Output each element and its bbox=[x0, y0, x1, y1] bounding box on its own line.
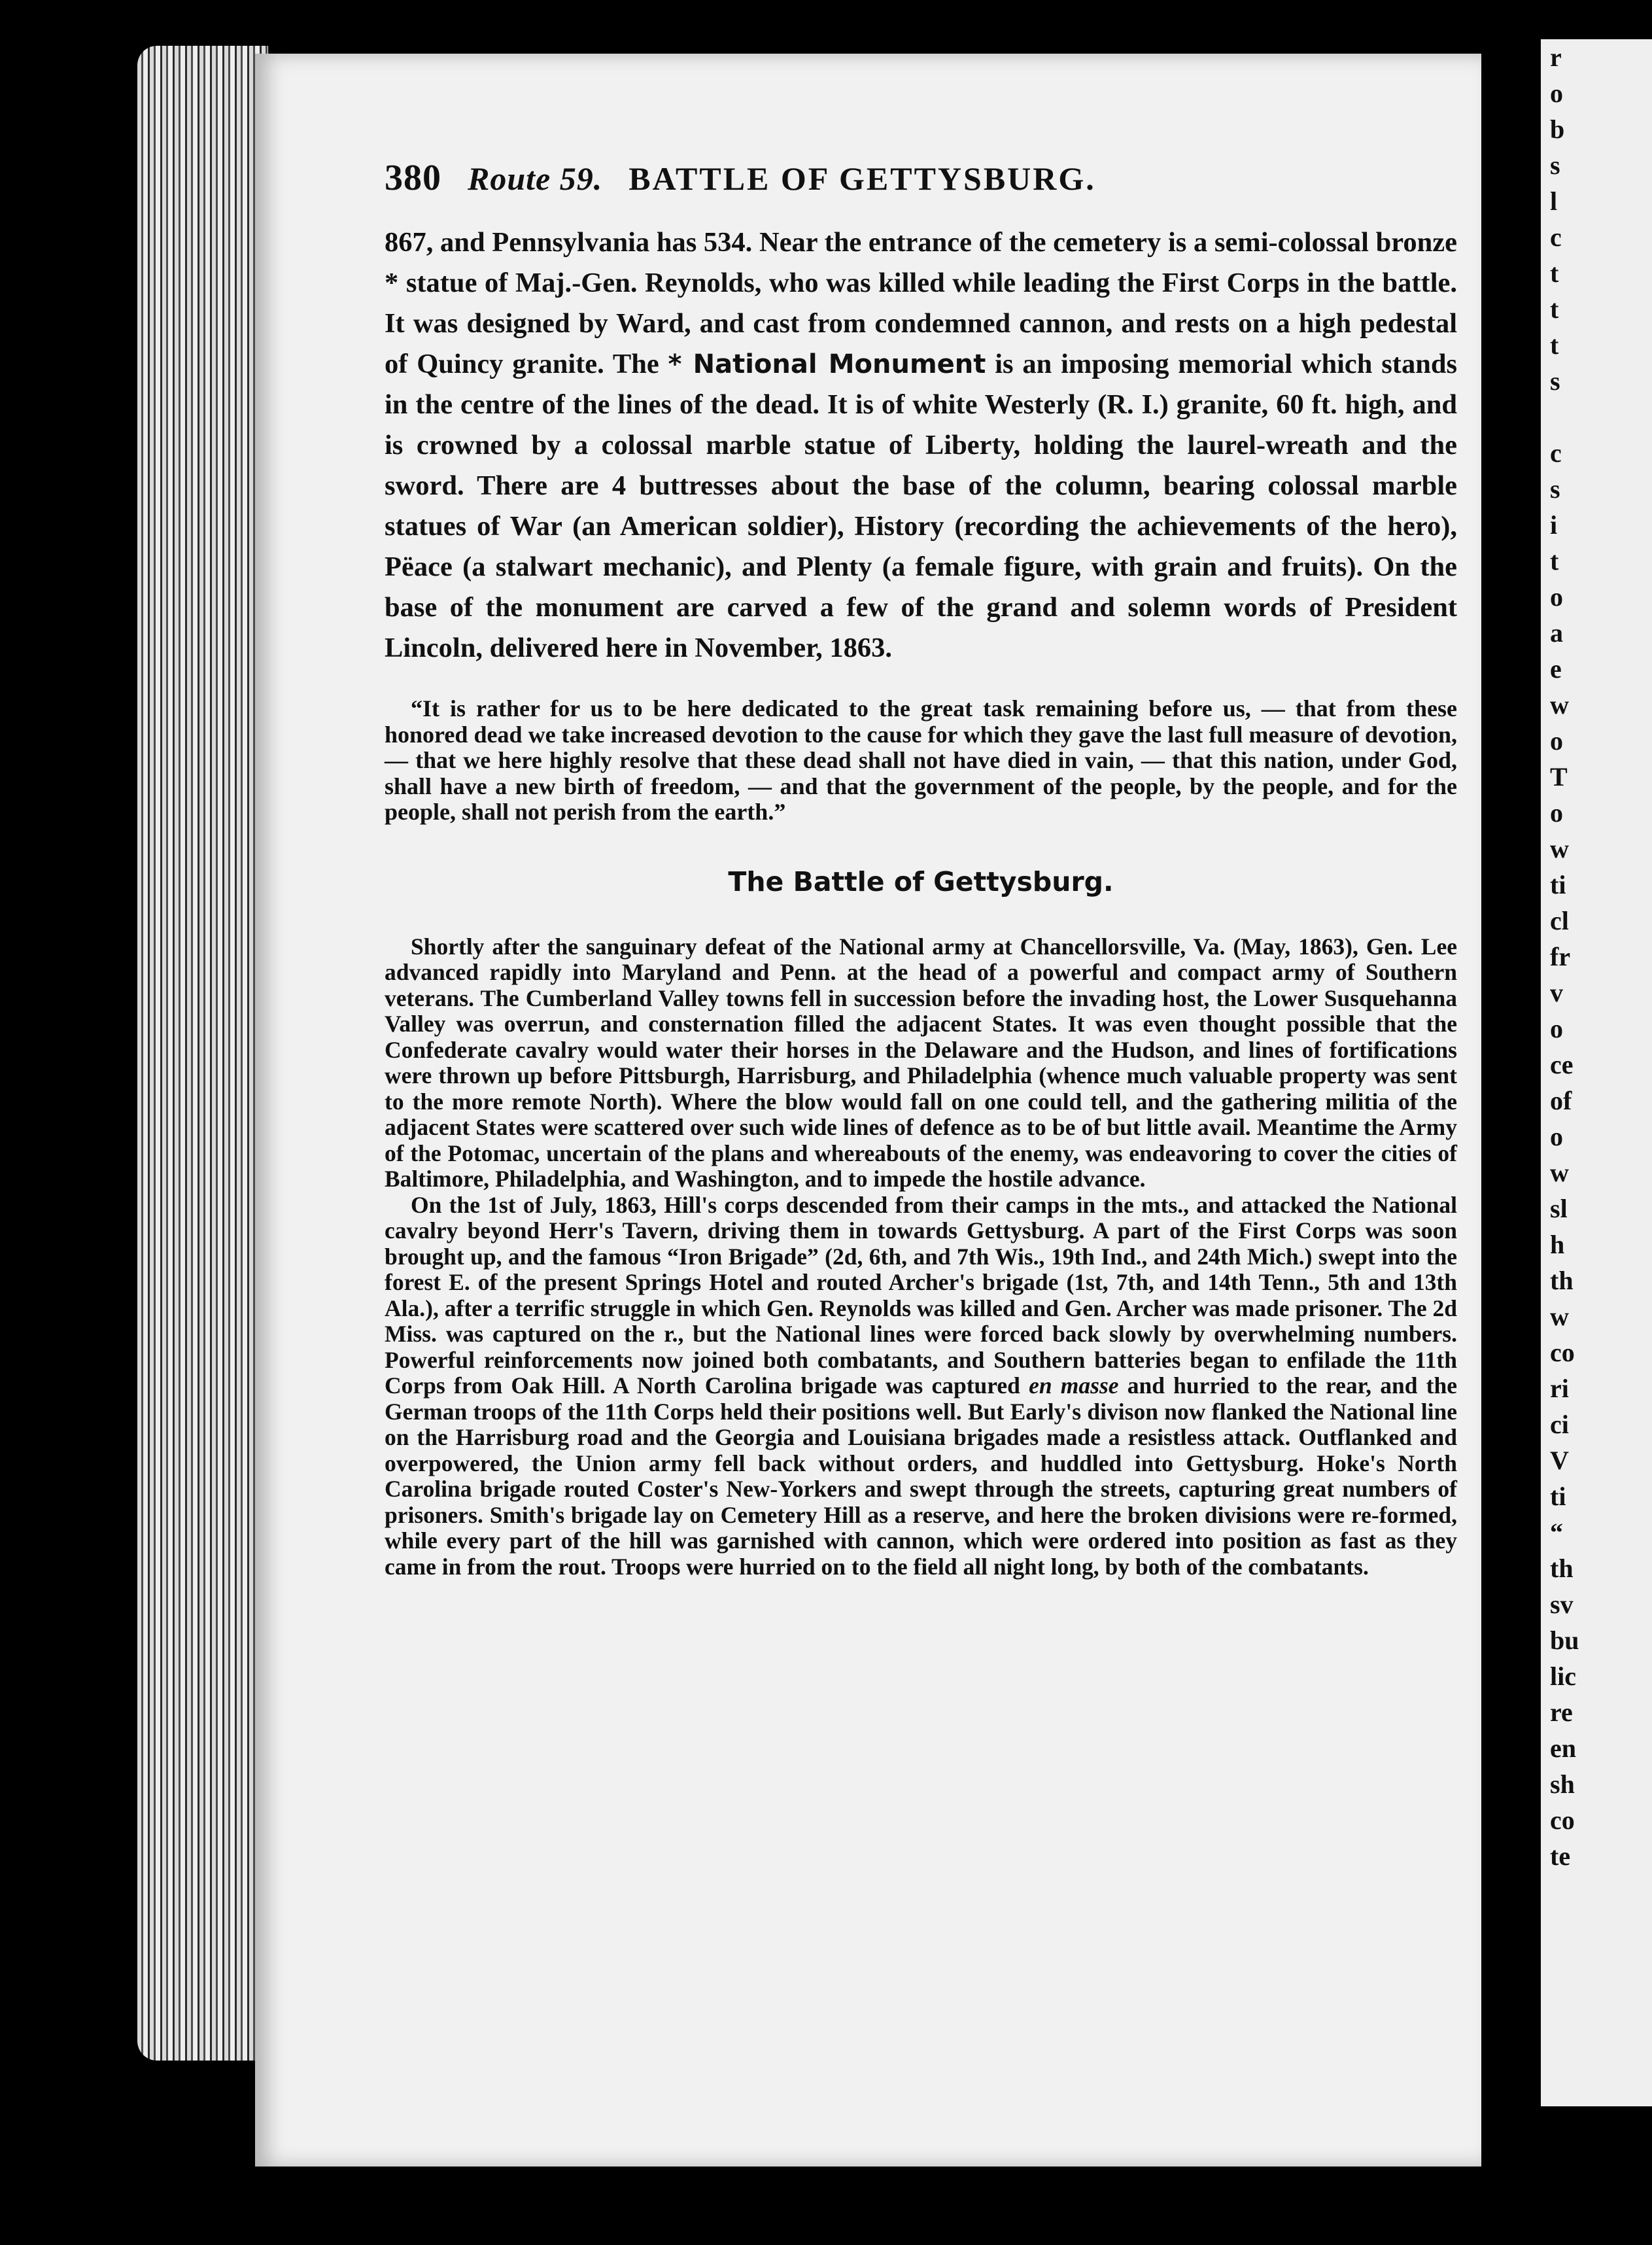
battle-paragraph-1: Shortly after the sanguinary defeat of the National army at Chancellorsville, Va. (May, 1863), Gen. Lee advanced rapidly into Maryland and Penn. at the head of a powerful and compact army of Southern veterans. The Cumberland Valley towns fell in succession before the invading host, the Lower Susquehanna Valley was overrun, and consternation filled the adjacent States. It was even thought possible that the Confederate cavalry would water their horses in the Delaware and the Hudson, and lines of fortifications were thrown up before Pittsburgh, Harrisburg, and Philadelphia (whence much valuable property was sent to the more remote North). Where the blow would fall on one could tell, and the gathering militia of the adjacent States were scattered over such wide lines of defence as to be of but little avail. Meantime the Army of the Potomac, uncertain of the plans and whereabouts of the enemy, was endeavoring to cover the cities of Baltimore, Philadelphia, and Washington, and to impede the hostile advance. bbox=[385, 933, 1457, 1192]
next-page-fragment: co bbox=[1550, 1338, 1575, 1367]
next-page-fragment: ci bbox=[1550, 1410, 1569, 1439]
next-page-fragment: T bbox=[1550, 762, 1568, 792]
next-page-fragment: a bbox=[1550, 618, 1563, 648]
next-page-fragment: v bbox=[1550, 978, 1563, 1007]
next-page-fragment: o bbox=[1550, 726, 1563, 756]
next-page-edge bbox=[1541, 39, 1652, 2106]
intro-paragraph bbox=[385, 222, 1457, 669]
next-page-fragment: l bbox=[1550, 186, 1558, 216]
battle-text-2: and hurried to the rear, and the German troops of the 11th Corps held their positions well. But Early's divison now flanked the National line on the Harrisburg road and the Georgia and Louisiana brigades made a resistless attack. Outflanked and overpowered, the Union army fell back without orders, and huddled into Gettysburg. Hoke's North Carolina brigade routed Coster's New-Yorkers and swept through the streets, capturing great numbers of prisoners. Smith's brigade lay on Cemetery Hill as a reserve, and here the broken divisions were re-formed, while every part of the hill was garnished with cannon, which were ordered into position as fast as they came in from the rout. Troops were hurried on to the field all night long, by both of the combatants. bbox=[385, 1372, 1457, 1580]
battle-italic: en masse bbox=[1029, 1372, 1119, 1399]
next-page-fragment: ti bbox=[1550, 870, 1566, 899]
next-page-fragment: cl bbox=[1550, 906, 1569, 935]
lincoln-quote: “It is rather for us to be here dedicated to the great task remaining before us, — that from these honored dead we take increased devotion to the cause for which they gave the last full measure of devotion, — that we here highly resolve that these dead shall not have died in vain, — that this nation, under God, shall have a new birth of freedom, — and that the government of the people, by the people, and for the people, shall not perish from the earth.” bbox=[385, 695, 1457, 825]
next-page-fragment: ti bbox=[1550, 1482, 1566, 1511]
intro-text-2: is an imposing memorial which stands in the centre of the lines of the dead. It is of white Westerly (R. I.) granite, 60 ft. high, and is crowned by a colossal marble statue of Liberty, holding the laurel-wreath and the sword. There are 4 buttresses about the base of the column, bearing colossal marble statues of War (an American soldier), History (recording the achievements of the hero), Pëace (a stalwart mechanic), and Plenty (a female figure, with grain and fruits). On the base of the monument are carved a few of the grand and solemn words of President Lincoln, delivered here in November, 1863. bbox=[385, 349, 1458, 663]
next-page-fragment: re bbox=[1550, 1697, 1573, 1727]
section-title: The Battle of Gettysburg. bbox=[728, 865, 1114, 897]
next-page-fragment: t bbox=[1550, 294, 1559, 324]
next-page-fragment: sl bbox=[1550, 1194, 1568, 1223]
running-title: BATTLE OF GETTYSBURG. bbox=[628, 160, 1096, 197]
next-page-fragment: s bbox=[1550, 150, 1560, 180]
next-page-fragment: w bbox=[1550, 690, 1569, 720]
next-page-fragment: o bbox=[1550, 1122, 1563, 1151]
next-page-fragment: e bbox=[1550, 654, 1562, 684]
next-page-fragment: b bbox=[1550, 114, 1565, 144]
next-page-fragment: w bbox=[1550, 1158, 1569, 1187]
next-page-fragment: sv bbox=[1550, 1590, 1574, 1619]
next-page-fragment: of bbox=[1550, 1086, 1572, 1115]
next-page-fragment: en bbox=[1550, 1733, 1576, 1763]
next-page-fragment: th bbox=[1550, 1266, 1574, 1295]
route-label: Route 59. bbox=[468, 160, 603, 197]
next-page-fragment: sh bbox=[1550, 1769, 1575, 1799]
next-page-fragment: w bbox=[1550, 834, 1569, 863]
next-page-fragment: fr bbox=[1550, 942, 1571, 971]
next-page-fragment: i bbox=[1550, 510, 1558, 540]
next-page-fragment: r bbox=[1550, 43, 1562, 72]
next-page-fragment: lic bbox=[1550, 1662, 1576, 1691]
next-page-fragment: s bbox=[1550, 366, 1560, 396]
next-page-fragment: o bbox=[1550, 798, 1563, 827]
next-page-fragment: t bbox=[1550, 546, 1559, 576]
next-page-fragment: te bbox=[1550, 1841, 1571, 1871]
next-page-fragment: h bbox=[1550, 1230, 1565, 1259]
intro-text-1: 867, and Pennsylvania has 534. Near the entrance of the cemetery is a semi-colossal bronze * statue of Maj.-Gen. Reynolds, who was killed while leading the First Corps in the battle. It was designed by Ward, and cast from condemned cannon, and rests on a high pedestal of Quincy granite. The bbox=[385, 227, 1457, 379]
running-header bbox=[385, 157, 1457, 199]
next-page-fragment: t bbox=[1550, 258, 1559, 288]
next-page-fragment: o bbox=[1550, 1014, 1563, 1043]
next-page-fragment: t bbox=[1550, 330, 1559, 360]
next-page-fragment: s bbox=[1550, 474, 1560, 504]
next-page-fragment: co bbox=[1550, 1805, 1575, 1835]
next-page-fragment: bu bbox=[1550, 1626, 1579, 1655]
next-page-fragment: c bbox=[1550, 438, 1562, 468]
next-page-fragment: ce bbox=[1550, 1050, 1574, 1079]
next-page-fragment: “ bbox=[1550, 1518, 1563, 1547]
next-page-fragment: o bbox=[1550, 582, 1563, 612]
next-page-fragment: th bbox=[1550, 1554, 1574, 1583]
battle-paragraph-2 bbox=[385, 1192, 1457, 1580]
next-page-fragment: V bbox=[1550, 1446, 1569, 1475]
next-page-fragment bbox=[1541, 399, 1652, 435]
battle-text-1: On the 1st of July, 1863, Hill's corps descended from their camps in the mts., and attacked the National cavalry beyond Herr's Tavern, driving them in towards Gettysburg. A part of the First Corps was soon brought up, and the famous “Iron Brigade” (2d, 6th, and 7th Wis., 19th Ind., and 24th Mich.) swept into the forest E. of the present Springs Hotel and routed Archer's brigade (1st, 7th, and 14th Tenn., 5th and 13th Ala.), after a terrific struggle in which Gen. Reynolds was killed and Gen. Archer was made prisoner. The 2d Miss. was captured on the r., but the National lines were forced back slowly by overwhelming numbers. Powerful reinforcements now joined both combatants, and Southern batteries began to enfilade the 11th Corps from Oak Hill. A North Carolina brigade was captured bbox=[385, 1191, 1457, 1399]
next-page-fragment: c bbox=[1550, 222, 1562, 252]
book-page-edges bbox=[137, 46, 268, 2061]
next-page-fragment: o bbox=[1550, 78, 1563, 108]
next-page-fragment: ri bbox=[1550, 1374, 1569, 1403]
next-page-fragment: w bbox=[1550, 1302, 1569, 1331]
page-content bbox=[385, 157, 1457, 1580]
page-number: 380 bbox=[385, 158, 441, 198]
intro-emphasis: * National Monument bbox=[668, 349, 986, 379]
